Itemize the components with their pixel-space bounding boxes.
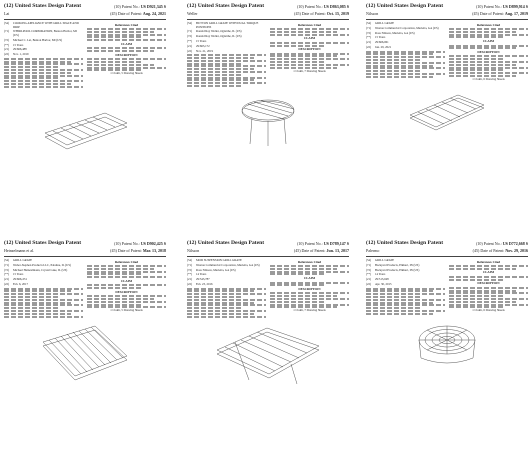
- patent-article: GRILL GRATE: [375, 258, 395, 262]
- patent-date: Aug. 24, 2021: [142, 11, 166, 16]
- patent-article: GRILL GRATE: [13, 258, 33, 262]
- patent-article: BUTTON GRILL GRATE WITH DUAL TORQUE POSITIONS: [196, 21, 259, 29]
- patent-left-column: (54) GRILL GRATE (71) Backyard Products, Elkhart, IN (US) (72) Backyard Products, Elkhart, IN (US) (**) 14 Years (21) 29/513,048 (22) Apr. 30, 2015: [366, 259, 445, 316]
- patent-body: [4, 22, 166, 89]
- patent-right-column: [449, 259, 528, 316]
- patent-section-claim: CLAIM: [304, 36, 315, 41]
- patent-header: (12) United States Design Patent Nilsson (10) Patent No.: US D899,914 S (45) Date of Patent: Aug. 17, 2019: [366, 3, 528, 20]
- patent-drawing-sheets: 1 Claim, 5 Drawing Sheets: [110, 71, 143, 76]
- patent-body: [4, 259, 166, 318]
- patent-inventors: Ross Nilsson, Marietta, GA (US): [375, 30, 415, 35]
- patent-term: 14 Years: [196, 272, 207, 277]
- patent-header: (12) United States Design Patent Lai (10) Patent No.: US D921,345 S (45) Date of Patent: Aug. 24, 2021: [4, 3, 166, 20]
- patent-appl-no: 29/666,474: [13, 277, 27, 282]
- patent-inventors: Ronald Ray Weller, Ogletrhe, IL (US): [196, 34, 242, 39]
- patent-section-description: DESCRIPTION: [477, 49, 500, 54]
- patent-page: [187, 240, 349, 452]
- patent-section-references: References Cited: [114, 22, 139, 27]
- patent-filed: Jun. 29, 2021: [375, 44, 392, 49]
- patent-drawing-sheets: 1 Claim, 5 Drawing Sheets: [110, 308, 143, 313]
- patent-left-column: (54) BUTTON GRILL GRATE WITH DUAL TORQUE POSITIONS (71) Ronald Ray Weller, Ogletrhe, IL (US) (72) Ronald Ray Weller, Ogletrhe, IL (US) (**) 15 Years (21) 29/663,172 (22) Nov. 21, 2019: [187, 22, 266, 88]
- patent-appl-no: 29/543,787: [196, 277, 210, 282]
- patent-inventor: Weller: [187, 11, 198, 16]
- patent-header: (12) United States Design Patent Palermo (10) Patent No.: US D772,668 S (45) Date of Patent: Nov. 29, 2016: [366, 240, 528, 257]
- patent-right-column: [270, 259, 349, 318]
- patent-number: US D772,668 S: [502, 241, 528, 246]
- patent-title: United States Design Patent: [197, 240, 265, 246]
- patent-header: (12) United States Design Patent Weller (10) Patent No.: US D863,085 S (45) Date of Patent: Oct. 15, 2019: [187, 3, 349, 20]
- patent-number: US D902,425 S: [140, 241, 166, 246]
- patent-date-label: Date of Patent:: [117, 248, 142, 253]
- patent-inventors: Michael C. Lai, Benton Harbor, MI (US): [13, 37, 63, 42]
- patent-term: 15 Years: [13, 272, 24, 277]
- patent-applicant: Weber-Stephen Products LLC, Palatine, IL (US): [13, 262, 71, 267]
- patent-number: US D789,147 S: [323, 241, 349, 246]
- patent-appl-no: 29/663,172: [196, 43, 210, 48]
- patent-number-label: Patent No.:: [483, 4, 502, 9]
- patent-number-label: Patent No.:: [121, 4, 140, 9]
- patent-body: [366, 259, 528, 316]
- patent-body: [187, 259, 349, 318]
- patent-filed: Feb. 6, 2017: [13, 281, 28, 286]
- patent-applicant: WHIRLPOOL CORPORATION, Benton Harbor, MI (US): [13, 29, 77, 37]
- patent-term: 15 Years: [375, 35, 386, 40]
- patent-section-description: DESCRIPTION: [115, 289, 138, 294]
- patent-inventors: Ross Nilsson, Marietta, GA (US): [196, 267, 236, 272]
- patent-date: Aug. 17, 2019: [504, 11, 528, 16]
- patent-section-references: References Cited: [476, 22, 501, 27]
- patent-page: [366, 240, 528, 452]
- patent-drawing-sheets: 1 Claim, 7 Drawing Sheets: [293, 68, 326, 73]
- patent-section-description: DESCRIPTION: [298, 286, 321, 291]
- patent-left-column: (54) GRILL GRATE (71) Weston Commercial Corporation, Marietta, GA (US) (72) Ross Nilsson, Marietta, GA (US) (**) 15 Years (21) 29/666,061 (22) Jun. 29, 2021: [366, 22, 445, 83]
- patent-section-references: References Cited: [476, 259, 501, 264]
- patent-number-label: Patent No.:: [304, 241, 323, 246]
- patent-appl-no: 29/666,061: [375, 40, 389, 45]
- patent-number: US D863,085 S: [323, 4, 349, 9]
- patent-page: [4, 240, 166, 452]
- patent-section-claim: CLAIM: [121, 41, 132, 46]
- patent-body: [187, 22, 349, 88]
- grill-drawing: [37, 320, 133, 384]
- patent-term: 14 Years: [375, 272, 386, 277]
- patent-header: (12) United States Design Patent Nilsson (10) Patent No.: US D789,147 S (45) Date of Patent: Jun. 13, 2017: [187, 240, 349, 257]
- patent-date-label: Date of Patent:: [301, 248, 326, 253]
- patent-page: [4, 3, 166, 215]
- patent-left-column: (54) COOKING APPLIANCE WITH GRILL SPACE AND DRIP (71) WHIRLPOOL CORPORATION, Benton Harbor, MI (US) (72) Michael C. Lai, Benton Harbor, MI (US) (**) 15 Years (21) 29/666,488 (22) Nov. 1, 2019: [4, 22, 83, 89]
- patent-number-label: Patent No.:: [304, 4, 323, 9]
- patent-term: 15 Years: [13, 42, 24, 47]
- patent-section-claim: CLAIM: [304, 275, 315, 280]
- patent-section-references: References Cited: [114, 259, 139, 264]
- patent-title: United States Design Patent: [14, 3, 82, 9]
- patent-section-claim: CLAIM: [483, 38, 494, 43]
- patent-date: Nov. 29, 2016: [505, 248, 528, 253]
- patent-date: Mar. 13, 2018: [142, 248, 166, 253]
- patent-inventor: Palermo: [366, 248, 380, 253]
- patent-applicant: Backyard Products, Elkhart, IN (US): [375, 262, 420, 267]
- patent-section-claim: CLAIM: [121, 278, 132, 283]
- patent-right-column: [87, 259, 166, 318]
- patent-date-label: Date of Patent:: [301, 11, 326, 16]
- grill-drawing: [402, 85, 492, 131]
- patent-title: United States Design Patent: [376, 240, 444, 246]
- patent-right-column: [449, 22, 528, 83]
- patent-section-references: References Cited: [297, 259, 322, 264]
- patent-inventor: Nilsson: [187, 248, 200, 253]
- patent-drawing-sheets: 1 Claim, 7 Drawing Sheets: [293, 308, 326, 313]
- patent-section-description: DESCRIPTION: [115, 52, 138, 57]
- patent-right-column: [87, 22, 166, 89]
- patent-filed: Nov. 21, 2019: [196, 48, 213, 53]
- patent-page: [187, 3, 349, 215]
- patent-header: (12) United States Design Patent Heinzelmann et al. (10) Patent No.: US D902,425 S (45) Date of Patent: Mar. 13, 2018: [4, 240, 166, 257]
- patent-applicant: Ronald Ray Weller, Ogletrhe, IL (US): [196, 29, 242, 34]
- patent-inventor: Heinzelmann et al.: [4, 248, 35, 253]
- patent-date: Jun. 13, 2017: [326, 248, 349, 253]
- patent-article: GRILL GRATE: [375, 21, 395, 25]
- patent-section-references: References Cited: [297, 22, 322, 27]
- patent-inventor: Lai: [4, 11, 10, 16]
- patent-date-label: Date of Patent:: [479, 11, 504, 16]
- patent-title: United States Design Patent: [197, 3, 265, 9]
- patent-term: 15 Years: [196, 38, 207, 43]
- patent-right-column: [270, 22, 349, 88]
- grill-drawing: [213, 320, 323, 386]
- patent-appl-no: 29/513,048: [375, 277, 389, 282]
- patent-number: US D899,914 S: [502, 4, 528, 9]
- patent-title: United States Design Patent: [376, 3, 444, 9]
- patent-section-description: DESCRIPTION: [298, 47, 321, 52]
- patent-body: [366, 22, 528, 83]
- patent-filed: Feb. 23, 2016: [196, 281, 213, 286]
- patent-inventors: Backyard Products, Elkhart, IN (US): [375, 267, 420, 272]
- patent-date-label: Date of Patent:: [117, 11, 142, 16]
- patent-article: COOKING APPLIANCE WITH GRILL SPACE AND DRIP: [13, 21, 79, 29]
- patent-filed: Apr. 30, 2015: [375, 281, 392, 286]
- patent-appl-no: 29/666,488: [13, 47, 27, 52]
- patent-applicant: Weston Commercial Corporation, Marietta, GA (US): [375, 25, 439, 30]
- patent-filed: Nov. 1, 2019: [13, 52, 29, 57]
- grill-drawing: [35, 91, 135, 151]
- patent-section-description: DESCRIPTION: [477, 281, 500, 286]
- grill-drawing: [407, 318, 487, 368]
- patent-left-column: (54) GRILL GRATE (71) Weber-Stephen Products LLC, Palatine, IL (US) (72) Michael Heinzelmann, Crystal Lake, IL (US) (**) 15 Years (21) 29/666,474 (22) Feb. 6, 2017: [4, 259, 83, 318]
- patent-number-label: Patent No.:: [121, 241, 140, 246]
- grill-drawing: [228, 90, 308, 148]
- patent-applicant: Weston Commercial Corporation, Marietta, GA (US): [196, 262, 260, 267]
- patent-inventor: Nilsson: [366, 11, 379, 16]
- patent-date-label: Date of Patent:: [480, 248, 505, 253]
- patent-date: Oct. 15, 2019: [326, 11, 349, 16]
- patent-drawing-sheets: 1 Claim, 6 Drawing Sheets: [472, 77, 505, 82]
- patent-number-label: Patent No.:: [483, 241, 502, 246]
- patent-article: MOD SUSPENSION GRILL GRATE: [196, 258, 242, 262]
- patent-left-column: (54) MOD SUSPENSION GRILL GRATE (71) Weston Commercial Corporation, Marietta, GA (US) (72) Ross Nilsson, Marietta, GA (US) (**) 14 Years (21) 29/543,787 (22) Feb. 23, 2016: [187, 259, 266, 318]
- patent-section-claim: CLAIM: [483, 270, 494, 275]
- patent-title: United States Design Patent: [14, 240, 82, 246]
- patent-page: [366, 3, 528, 215]
- patent-drawing-sheets: 1 Claim, 6 Drawing Sheets: [472, 308, 505, 313]
- patent-inventors: Michael Heinzelmann, Crystal Lake, IL (US): [13, 267, 68, 272]
- patent-number: US D921,345 S: [140, 4, 166, 9]
